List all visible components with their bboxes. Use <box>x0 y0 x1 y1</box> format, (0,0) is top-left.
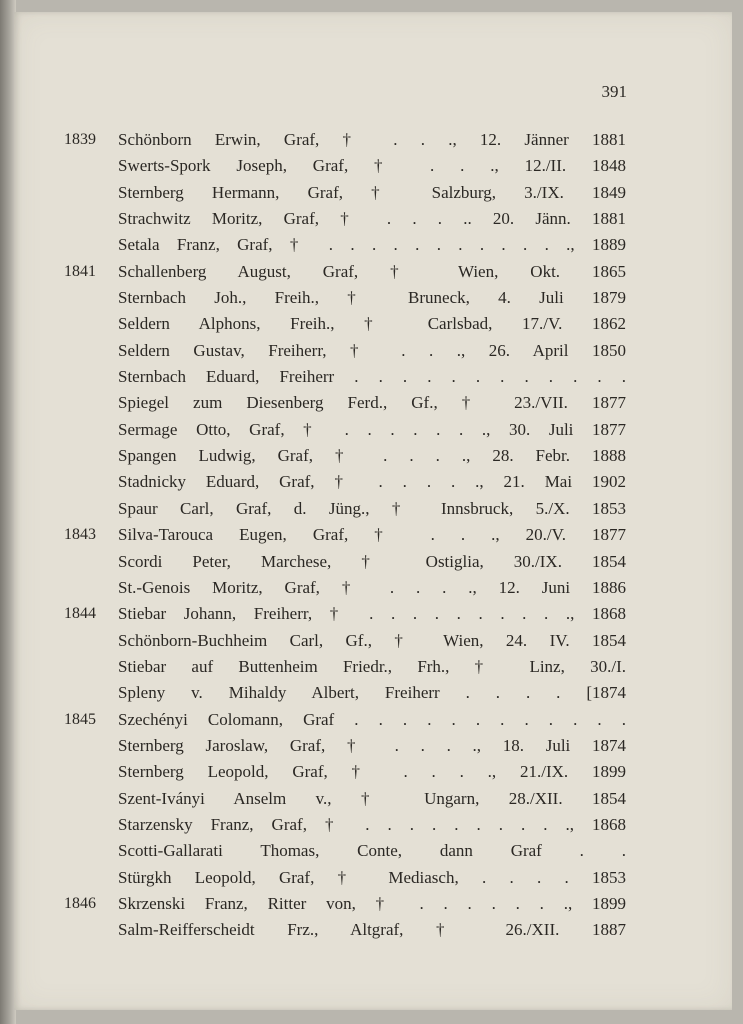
list-item <box>14 417 732 443</box>
entry-year: 1844 <box>64 605 96 623</box>
entry-text: Spleny v. Mihaldy Albert, Freiherr . . . . [1874 <box>118 683 626 703</box>
list-item <box>14 628 732 654</box>
list-item <box>14 654 732 680</box>
entry-text: Salm-Reifferscheidt Frz., Altgraf, † 26./XII. 1887 <box>118 920 626 940</box>
list-item <box>14 549 732 575</box>
entry-text: Schönborn-Buchheim Carl, Gf., † Wien, 24. IV. 1854 <box>118 630 626 650</box>
list-item <box>14 759 732 785</box>
book-page <box>14 12 732 1010</box>
entry-text: Stadnicky Eduard, Graf, † . . . . ., 21. Mai 1902 <box>118 472 626 492</box>
entry-text: Seldern Alphons, Freih., † Carlsbad, 17./V. 1862 <box>118 314 626 334</box>
list-item <box>14 812 732 838</box>
entry-year: 1841 <box>64 262 96 280</box>
list-item <box>14 469 732 495</box>
entry-text: Skrzenski Franz, Ritter von, † . . . . . . ., 1899 <box>118 893 626 913</box>
entry-text: Stiebar Johann, Freiherr, † . . . . . . . . . ., 1868 <box>118 604 626 624</box>
entry-text: St.-Genois Moritz, Graf, † . . . ., 12. Juni 1886 <box>118 577 626 597</box>
entry-year: 1846 <box>64 894 96 912</box>
list-item <box>14 680 732 706</box>
entry-text: Setala Franz, Graf, † . . . . . . . . . . . ., 1889 <box>118 235 626 255</box>
entry-text: Sternberg Hermann, Graf, † Salzburg, 3./IX. 1849 <box>118 182 626 202</box>
list-item <box>14 127 732 153</box>
entry-list <box>14 127 732 944</box>
list-item <box>14 707 732 733</box>
entry-text: Szent-Iványi Anselm v., † Ungarn, 28./XII. 1854 <box>118 788 626 808</box>
list-item <box>14 206 732 232</box>
entry-text: Stiebar auf Buttenheim Friedr., Frh., † Linz, 30./I. <box>118 656 626 676</box>
list-item <box>14 232 732 258</box>
list-item <box>14 575 732 601</box>
list-item <box>14 285 732 311</box>
entry-text: Scotti-Gallarati Thomas, Conte, dann Graf . . <box>118 841 626 861</box>
entry-year: 1839 <box>64 131 96 148</box>
list-item <box>14 786 732 812</box>
list-item <box>14 180 732 206</box>
entry-text: Sermage Otto, Graf, † . . . . . . ., 30. Juli 1877 <box>118 419 626 439</box>
list-item <box>14 865 732 891</box>
entry-text: Sternbach Eduard, Freiherr . . . . . . . . . . . . <box>118 367 626 387</box>
list-item <box>14 733 732 759</box>
entry-text: Silva-Tarouca Eugen, Graf, † . . ., 20./V. 1877 <box>118 525 626 545</box>
entry-text: Sternberg Leopold, Graf, † . . . ., 21./IX. 1899 <box>118 762 626 782</box>
entry-text: Schönborn Erwin, Graf, † . . ., 12. Jänner 1881 <box>118 130 626 149</box>
list-item <box>14 443 732 469</box>
entry-text: Schallenberg August, Graf, † Wien, Okt. 1865 <box>118 261 626 281</box>
entry-text: Sternberg Jaroslaw, Graf, † . . . ., 18. Juli 1874 <box>118 735 626 755</box>
list-item <box>14 153 732 179</box>
list-item <box>14 364 732 390</box>
entry-text: Spaur Carl, Graf, d. Jüng., † Innsbruck, 5./X. 1853 <box>118 498 626 518</box>
entry-text: Starzensky Franz, Graf, † . . . . . . . . . ., 1868 <box>118 814 626 834</box>
entry-text: Sternbach Joh., Freih., † Bruneck, 4. Juli 1879 <box>118 288 626 308</box>
entry-text: Strachwitz Moritz, Graf, † . . . .. 20. Jänn. 1881 <box>118 209 626 229</box>
list-item <box>14 311 732 337</box>
list-item <box>14 917 732 943</box>
list-item <box>14 891 732 917</box>
list-item <box>14 601 732 627</box>
entry-year: 1843 <box>64 526 96 544</box>
page-number: 391 <box>601 82 627 101</box>
list-item <box>14 259 732 285</box>
list-item <box>14 338 732 364</box>
entry-text: Scordi Peter, Marchese, † Ostiglia, 30./IX. 1854 <box>118 551 626 571</box>
entry-text: Seldern Gustav, Freiherr, † . . ., 26. April 1850 <box>118 340 626 360</box>
list-item <box>14 838 732 864</box>
entry-text: Spiegel zum Diesenberg Ferd., Gf., † 23./VII. 1877 <box>118 393 626 413</box>
entry-text: Swerts-Spork Joseph, Graf, † . . ., 12./II. 1848 <box>118 156 626 176</box>
entry-text: Stürgkh Leopold, Graf, † Mediasch, . . . . 1853 <box>118 867 626 887</box>
list-item <box>14 496 732 522</box>
entry-text: Spangen Ludwig, Graf, † . . . ., 28. Febr. 1888 <box>118 446 626 466</box>
list-item <box>14 390 732 416</box>
entry-text: Szechényi Colomann, Graf . . . . . . . . . . . . <box>118 709 626 729</box>
list-item <box>14 522 732 548</box>
entry-year: 1845 <box>64 710 96 728</box>
